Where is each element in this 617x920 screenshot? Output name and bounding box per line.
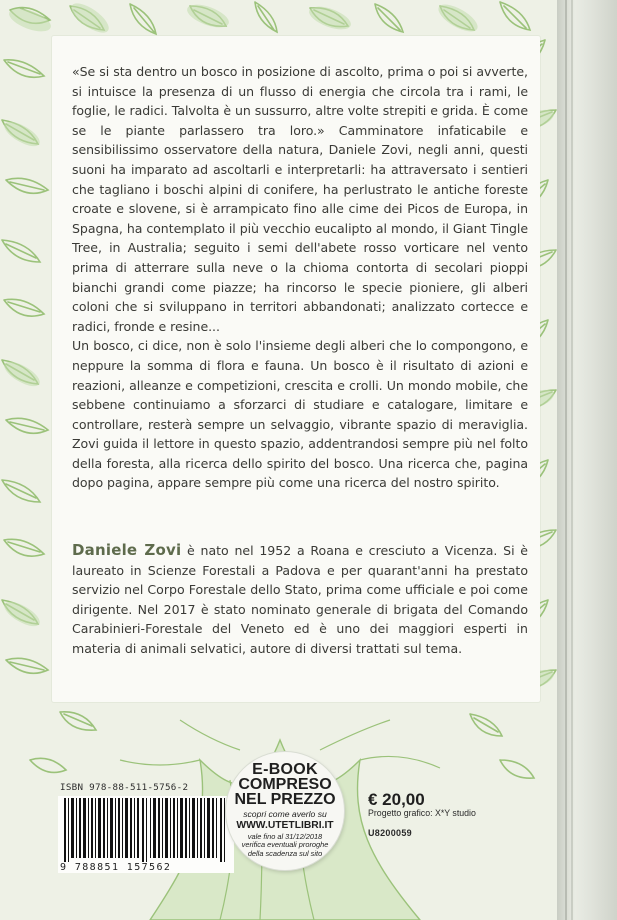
description-paragraph-1: «Se si sta dentro un bosco in posizione di ascolto, prima o poi si avverte, si intuisce la presenza di un flusso di energia che circola tra i rami, le foglie, le radici. Talvolta è un sussurro, altre volte strepiti e grida. È come se le piante parlassero tra loro.» Camminatore infaticabile e sensibilissimo osservatore della natura, Daniele Zovi, negli anni, questi suoni ha imparato ad ascoltarli e interpretarli: ha attraversato i sentieri che tagliano i boschi alpini di conifere, ha perlustrato le antiche foreste croate e slovene, si è arrampicato fino alle cime dei Picos de Europa, in Spagna, ha contemplato il più vecchio eucalipto al mondo, il Giant Tingle Tree, in Australia; seguito i semi dell'abete rosso vorticare nel vento prima di atterrare sulla neve o la chioma contorta di secolari pioppi bianchi grandi come piazze; ha rincorso le specie pioniere, gli alberi coloni che si sviluppano in territori abbandonati; analizzato cortecce e radici, fronde e resine... (72, 64, 528, 334)
author-bio (72, 541, 528, 659)
description-paragraph-2: Un bosco, ci dice, non è solo l'insieme degli alberi che lo compongono, e neppure la somma di flora e fauna. Un bosco è il risultato di azioni e reazioni, alleanze e competizioni, crescita e crolli. Un mondo mobile, che sebbene continuiamo a sforzarci di studiare e catalogare, limitare e controllare, resterà sempre un selvaggio, vibrante spazio di meraviglia. Zovi guida il lettore in questo spazio, addentrandosi sempre più nel folto della foresta, alla ricerca dello spirito del bosco. Una ricerca che, pagina dopo pagina, appare sempre più come una ricerca del nostro spirito. (72, 338, 528, 491)
barcode-icon (58, 796, 234, 864)
sticker-fineprint: vale fino al 31/12/2018 verifica eventuali proroghe della scadenza sul sito (241, 832, 329, 858)
book-description (72, 62, 528, 493)
book-spine (557, 0, 617, 920)
barcode-digits: 9 788851 157562 (58, 862, 234, 873)
author-name: Daniele Zovi (72, 541, 182, 559)
sticker-line-2: COMPRESO (238, 776, 332, 793)
product-code: U8200059 (368, 828, 412, 838)
sticker-line-1: E-BOOK (252, 761, 318, 778)
design-credits: Progetto grafico: X*Y studio (368, 808, 476, 818)
isbn-label: ISBN 978-88-511-5756-2 (60, 782, 189, 793)
sticker-url: WWW.UTETLIBRI.IT (236, 820, 334, 831)
author-bio-text: è nato nel 1952 a Roana e cresciuto a Vicenza. Si è laureato in Scienze Forestali a Padova e per quarant'anni ha prestato servizio nel Corpo Forestale dello Stato, prima come ufficiale e poi come dirigente. Nel 2017 è stato nominato generale di brigata del Comando Carabinieri-Forestale del Veneto ed è uno dei maggiori esperti in materia di animali selvatici, autore di diversi trattati sul tema. (72, 543, 528, 656)
sticker-line-3: NEL PREZZO (234, 791, 336, 808)
sticker-line-4: scopri come averlo su (243, 809, 327, 819)
ebook-sticker (226, 752, 344, 870)
price: € 20,00 (368, 790, 425, 809)
barcode-block (58, 782, 234, 878)
